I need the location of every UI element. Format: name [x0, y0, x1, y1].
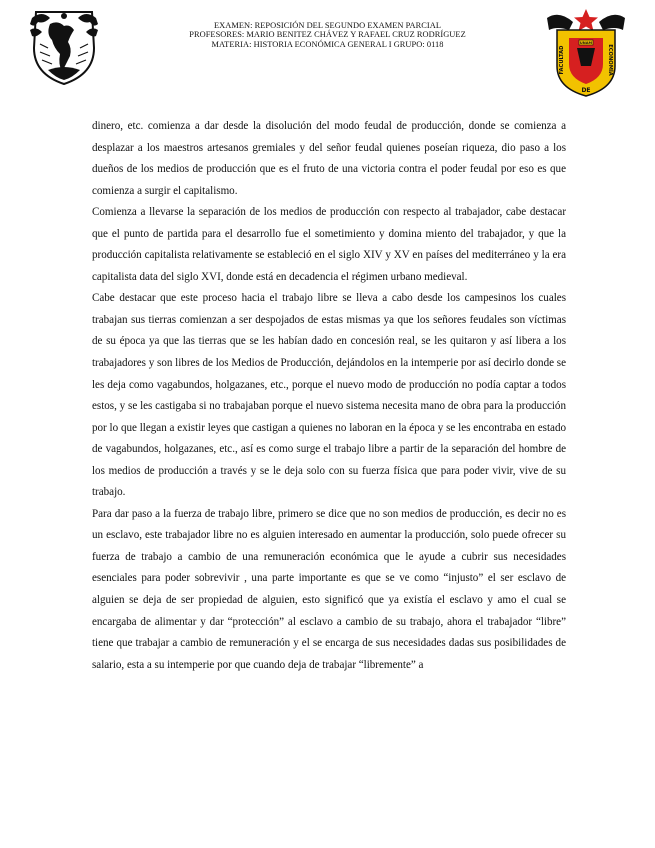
shield-facultad-text: FACULTAD: [559, 45, 565, 75]
body-paragraph-1: dinero, etc. comienza a dar desde la disolución del modo feudal de producción, donde se comienza a desplazar a los maestros artesanos gremiales y del señor feudal quienes poseían riqueza, dio paso a los dueños de los medios de producción que es el fruto de una victoria contra el poder feudal por eso es que comienza a surgir el capitalismo.: [92, 120, 566, 197]
unam-crest-icon: [28, 8, 100, 86]
body-paragraph-2: Comienza a llevarse la separación de los medios de producción con respecto al trabajador, cabe destacar que el punto de partida para el desarrollo fue el sometimiento y domina miento del trabajador, y que la producción capitalista relativamente se estableció en el siglo XIV y XV en países del mediterráneo y la era capitalista data del siglo XVI, donde está en decadencia el régimen urbano medieval.: [92, 206, 566, 283]
document-body: [92, 116, 566, 676]
header-exam-line: EXAMEN: REPOSICIÓN DEL SEGUNDO EXAMEN PARCIAL: [213, 21, 442, 30]
body-paragraph-4: Para dar paso a la fuerza de trabajo libre, primero se dice que no son medios de producción, es decir no es un esclavo, este trabajador libre no es alguien interesado en aumentar la producción, solo puede ofrecer su fuerza de trabajo a cambio de una remuneración económica que le ayude a cubrir sus necesidades esenciales para poder sobrevivir , una parte importante es que se ve como “injusto” el ser esclavo de alguien se deja de ser propiedad de alguien, esto significó que ya existía el esclavo y amo el cual se encargaba de alimentar y dar “protección” al esclavo a cambio de su trabajo, ahora el trabajador “libre” tiene que trabajar a cambio de remuneración y el se encarga de sus necesidades dadas sus posibilidades de salario, esta a su intemperie por que cuando deja de trabajar “libremente” a: [92, 507, 566, 671]
document-header: [110, 21, 545, 49]
header-subject-line: MATERIA: HISTORIA ECONÓMICA GENERAL I GRUPO: 0118: [211, 39, 444, 49]
shield-de-text: DE: [581, 87, 591, 94]
shield-economia-text: ECONOMÍA: [607, 44, 613, 76]
shield-unam-text: UNAM: [579, 41, 593, 45]
body-paragraph-3: Cabe destacar que este proceso hacia el trabajo libre se lleva a cabo desde los campesinos los cuales trabajan sus tierras comienzan a ser despojados de estas mismas ya que los señores feudales son víctimas de su época ya que las tierras que se les habían dado en concesión real, se les quitaron y así libera a los trabajadores y son libres de los Medios de Producción, dejándolos en la intemperie por así decirlo donde se les deja como vagabundos, holgazanes, etc., porque el nuevo modo de producción no podía captar a todos estos, y se les castigaba si no trabajaban porque el nuevo sistema necesita mano de obra para la producción por lo que llegan a existir leyes que castigan a quienes no laboran en la época y se les encontraba en estado de vagabundos, holgazanes, etc., así es como surge el trabajo libre a partir de la separación del hombre de los medios de producción a través y se le deja solo con su fuerza física que para poder vivir, vive de su trabajo.: [92, 292, 566, 499]
facultad-economia-shield-icon: [545, 8, 627, 98]
header-professors-line: PROFESORES: MARIO BENITEZ CHÁVEZ Y RAFAEL CRUZ RODRÍGUEZ: [189, 30, 466, 40]
